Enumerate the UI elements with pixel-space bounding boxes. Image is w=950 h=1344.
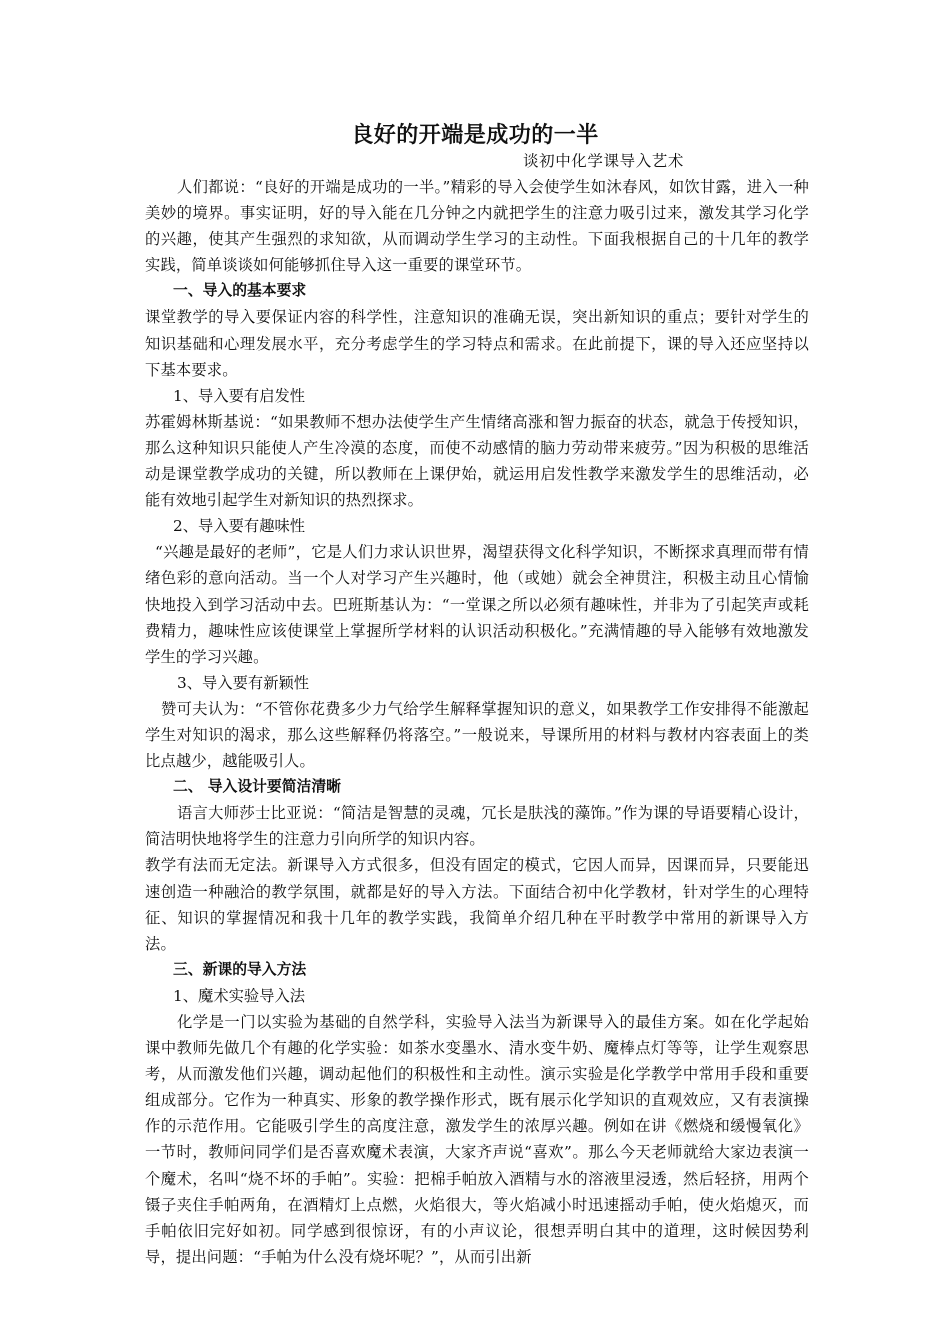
section-2-paragraph-2: 教学有法而无定法。新课导入方式很多，但没有固定的模式，它因人而异，因课而异，只要能迅速创造一种融洽的教学氛围，就都是好的导入方法。下面结合初中化学教材，针对学生的心理特征、知识的掌握情况和我十几年的教学实践，我简单介绍几种在平时教学中常用的新课导入方法。: [145, 856, 809, 953]
section-1-item-3-paragraph: 赞可夫认为：“不管你花费多少力气给学生解释掌握知识的意义，如果教学工作安排得不能激起学生对知识的渴求，那么这些解释仍将落空。”一般说来，导课所用的材料与教材内容表面上的类比点越少，越能吸引人。: [145, 699, 809, 771]
intro-paragraph: 人们都说：“良好的开端是成功的一半。”精彩的导入会使学生如沐春风，如饮甘露，进入一种美妙的境界。事实证明，好的导入能在几分钟之内就把学生的注意力吸引过来，激发其学习化学的兴趣，使其产生强烈的求知欲，从而调动学生学习的主动性。下面我根据自己的十几年的教学实践，简单谈谈如何能够抓住导入这一重要的课堂环节。: [145, 178, 809, 275]
section-2-paragraph-1: 语言大师莎士比亚说：“简洁是智慧的灵魂，冗长是肤浅的藻饰。”作为课的导语要精心设计，简洁明快地将学生的注意力引向所学的知识内容。: [145, 804, 809, 849]
section-3-item-1-heading: 1、魔术实验导入法: [173, 986, 306, 1005]
section-1-item-3-heading: 3、导入要有新颖性: [177, 673, 310, 692]
section-2-heading: 二、 导入设计要简洁清晰: [173, 778, 341, 796]
section-1-item-1-heading: 1、导入要有启发性: [173, 386, 306, 405]
section-3-item-1-paragraph: 化学是一门以实验为基础的自然学科，实验导入法当为新课导入的最佳方案。如在化学起始课中教师先做几个有趣的化学实验：如茶水变墨水、清水变牛奶、魔棒点灯等等，让学生观察思考，从而激发他们兴趣，调动起他们的积极性和主动性。演示实验是化学教学中常用手段和重要组成部分。它作为一种真实、形象的教学操作形式，既有展示化学知识的直观效应，又有表演操作的示范作用。它能吸引学生的高度注意，激发学生的浓厚兴趣。例如在讲《燃烧和缓慢氧化》一节时，教师问同学们是否喜欢魔术表演，大家齐声说“喜欢”。那么今天老师就给大家边表演一个魔术，名叫“烧不坏的手帕”。实验：把棉手帕放入酒精与水的溶液里浸透，然后轻挤，用两个镊子夹住手帕两角，在酒精灯上点燃，火焰很大，等火焰减小时迅速摇动手帕，使火焰熄灭，而手帕依旧完好如初。同学感到很惊讶，有的小声议论，很想弄明白其中的道理，这时候因势利导，提出问题：“手帕为什么没有烧坏呢？”，从而引出新: [145, 1013, 809, 1266]
section-1-item-2-heading: 2、导入要有趣味性: [173, 517, 306, 536]
section-1-heading: 一、导入的基本要求: [173, 282, 307, 300]
section-1-item-1-paragraph: 苏霍姆林斯基说：“如果教师不想办法使学生产生情绪高涨和智力振奋的状态，就急于传授知识，那么这种知识只能使人产生冷漠的态度，而使不动感情的脑力劳动带来疲劳。”因为积极的思维活动是课堂教学成功的关键，所以教师在上课伊始，就运用启发性教学来激发学生的思维活动，必能有效地引起学生对新知识的热烈探求。: [145, 412, 809, 510]
document-body: [145, 174, 809, 1270]
document-subtitle: 谈初中化学课导入艺术: [523, 152, 685, 170]
section-1-item-2-paragraph: “兴趣是最好的老师”，它是人们力求认识世界，渴望获得文化科学知识，不断探求真理而带有情绪色彩的意向活动。当一个人对学习产生兴趣时，他（或她）就会全神贯注，积极主动且心情愉快地投入到学习活动中去。巴班斯基认为：“一堂课之所以必须有趣味性，并非为了引起笑声或耗费精力，趣味性应该使课堂上掌握所学材料的认识活动积极化。”充满情趣的导入能够有效地激发学生的学习兴趣。: [145, 543, 809, 666]
document-title: 良好的开端是成功的一半: [351, 123, 599, 148]
section-3-heading: 三、新课的导入方法: [173, 960, 307, 978]
section-1-paragraph: 课堂教学的导入要保证内容的科学性，注意知识的准确无误，突出新知识的重点；要针对学生的知识基础和心理发展水平，充分考虑学生的学习特点和需求。在此前提下，课的导入还应坚持以下基本要求。: [145, 308, 809, 379]
